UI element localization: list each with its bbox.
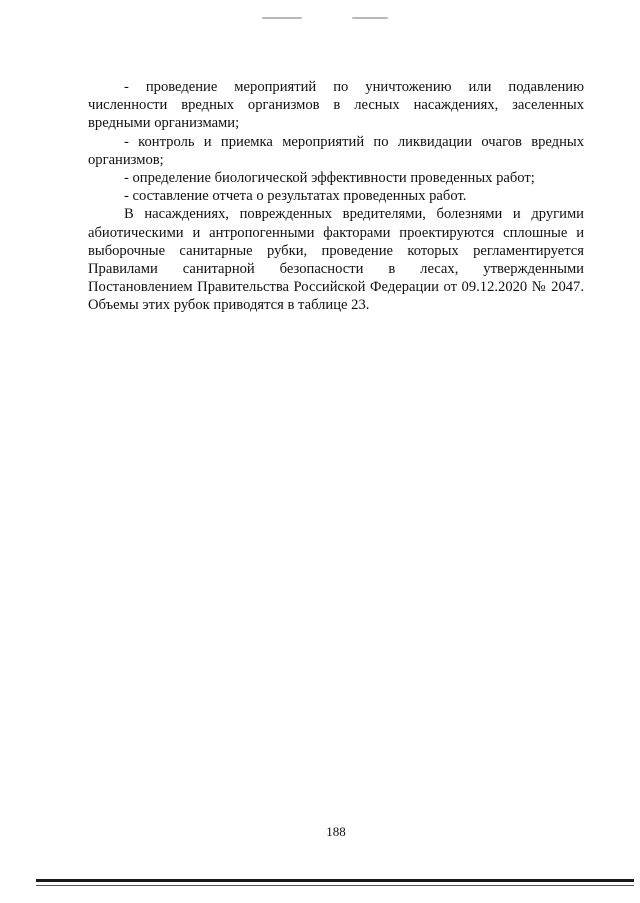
list-item-pest-control-measures: - проведение мероприятий по уничтожению или подавлению численности вредных организмов в лесных насаждениях, заселенных вредными организмами; [88, 79, 584, 132]
bottom-scan-border [36, 879, 634, 882]
scan-header-artifact [0, 14, 640, 24]
page-number: 188 [326, 824, 346, 839]
body-text [88, 78, 584, 315]
list-item-control-and-acceptance: - контроль и приемка мероприятий по ликвидации очагов вредных организмов; [88, 133, 584, 168]
list-item-biological-efficiency: - определение биологической эффективности проведенных работ; [124, 170, 535, 187]
paragraph-sanitary-felling: В насаждениях, поврежденных вредителями, болезнями и другими абиотическими и антропогенными факторами проектируются сплошные и выборочные санитарные рубки, проведение которых регламентируется Правилами санитарной безопасности в лесах, утвержденными Постановлением Правительства Российской Федерации от 09.12.2020 № 2047. Объемы этих рубок приводятся в таблице 23. [88, 206, 584, 314]
bottom-scan-border-thin [36, 885, 634, 886]
list-item-report-compilation: - составление отчета о результатах проведенных работ. [124, 188, 467, 205]
